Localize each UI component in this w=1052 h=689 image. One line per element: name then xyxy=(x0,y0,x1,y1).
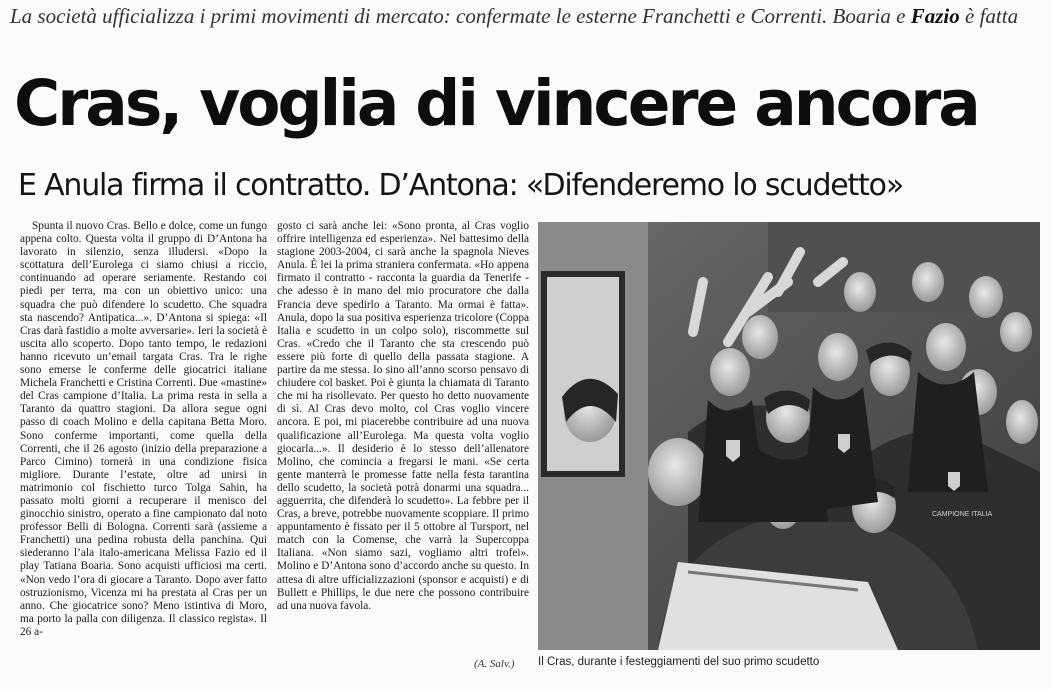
article-column-1 xyxy=(20,220,267,672)
photo-illustration xyxy=(538,222,1040,650)
kicker xyxy=(10,4,1045,29)
team-celebration-photo xyxy=(538,222,1040,650)
kicker-lead: La società ufficializza i primi movimenti di mercato: confermate le esterne Franchetti e Correnti. Boaria xyxy=(10,4,891,28)
kicker-tail: è fatta xyxy=(959,4,1019,28)
kicker-connector: e xyxy=(890,4,911,28)
article-column-2 xyxy=(277,220,529,670)
photo-caption: Il Cras, durante i festeggiamenti del suo primo scudetto xyxy=(538,656,820,668)
subheadline: E Anula firma il contratto. D’Antona: «Difenderemo lo scudetto» xyxy=(18,168,903,203)
photo-jersey-text: CAMPIONE ITALIA xyxy=(932,511,993,518)
byline: (A. Salv.) xyxy=(474,658,515,670)
column-1-text: Spunta il nuovo Cras. Bello e dolce, come un fungo appena colto. Questa volta il gruppo di D’Antona ha lavorato in silenzio, senza illudersi. «Dopo la scottatura dell’Eurolega ci siamo chiusi a riccio, continuando ad operare seriamente. Restando coi piedi per terra, ma con un obiettivo unico: una squadra che può difendere lo scudetto. Che squadra sta nascendo? Antipatica...». D’Antona si spiega: «Il Cras darà fastidio a molte avversarie». Ieri la società è uscita allo scoperto. Dopo tanto tempo, le redazioni hanno ricevuto un’email targata Cras. Tra le righe sono emerse le conferme delle giocatrici italiane Michela Franchetti e Cristina Correnti. Due «mastine» del Cras campione d’Italia. La prima resta in sella a Taranto da quattro stagioni. Da allora segue ogni passo di coach Molino e della capitana Betta Moro. Sono conferme importanti, come quella della Correnti, che il 26 agosto (inizio della preparazione a Parco Cimino) tornerà in una condizione fisica migliore. Durante l’estate, oltre ad unirsi in matrimonio col fischietto turco Tolga Sahin, ha passato molti giorni a recuperare il menisco del ginocchio sinistro, operato a fine campionato dal noto professor Belli di Bologna. Correnti sarà (assieme a Franchetti) una pedina robusta della panchina. Qui siederanno l’ala italo-americana Melissa Fazio ed il play Tatiana Boaria. Sono acquisti ufficiosi ma certi. «Non vedo l’ora di giocare a Taranto. Dopo aver fatto ostruzionismo, Vicenza mi ha prestata al Cras per un anno. Che giocatrice sono? Meno istintiva di Moro, ma porto la palla con diligenza. Il classico regista». Il 26 a- xyxy=(20,220,267,638)
column-2-text: gosto ci sarà anche lei: «Sono pronta, al Cras voglio offrire intelligenza ed esperienza». Nel battesimo della stagione 2003-2004, ci sarà anche la spagnola Nieves Anula. È lei la prima straniera confermata. «Ho appena firmato il contratto - racconta la guardia da Tenerife - che adesso è in mano del mio procuratore che dalla Francia deve spedirlo a Taranto. Ma ormai è fatta». Anula, dopo la sua positiva esperienza tricolore (Coppa Italia e scudetto in un colpo solo), riscommette sul Cras. «Credo che il Taranto che sta crescendo può essere più forte di quello della passata stagione. A partire da me stessa. Io sino all’anno scorso pensavo di chiudere col basket. Poi è giunta la chiamata di Taranto che mi ha risollevato. Per questo ho detto nuovamente di sì. Al Cras devo molto, col Cras voglio vincere ancora. E poi, mi piacerebbe contribuire ad una nuova qualificazione all’Eurolega. Ma questa volta voglio giocarla...». Il desiderio è lo stesso dell’allenatore Molino, che comincia a fregarsi le mani. «Se certa gente manterrà le promesse fatte nella festa tarantina dello scudetto, la società potrà donarmi una squadra... agguerrita, che difenderà lo scudetto». La febbre per il Cras, a breve, potrebbe nuovamente scoppiare. Il primo appuntamento è fissato per il 5 ottobre al Tursport, nel match con la Comense, che varrà la Supercoppa Italiana. «Non siamo sazi, vogliamo altri trofei». Molino e D’Antona sono d’accordo anche su questo. In attesa di altre ufficializzazioni (sponsor e acquisti) e di Bullett e Phillips, le due nere che possono contribuire ad una nuova favola. xyxy=(277,220,529,612)
headline: Cras, voglia di vincere ancora xyxy=(14,67,978,140)
kicker-name: Fazio xyxy=(910,4,960,28)
